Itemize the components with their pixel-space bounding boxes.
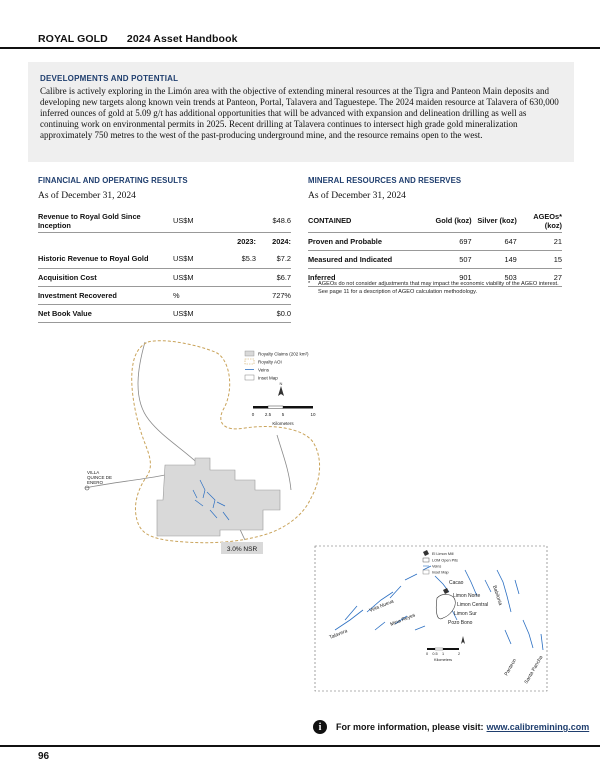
acquisition-value: $6.7 bbox=[256, 268, 291, 286]
acquisition-label: Acquisition Cost bbox=[38, 268, 173, 286]
inset-legend-item: LOM Open Pits bbox=[432, 558, 458, 563]
gold-value: 507 bbox=[426, 250, 471, 268]
financial-title: FINANCIAL AND OPERATING RESULTS bbox=[38, 176, 188, 185]
town-label: VILLA QUINCE DE ENERO bbox=[87, 470, 113, 485]
scale-tick: 2.5 bbox=[264, 412, 272, 417]
footer-rule bbox=[0, 745, 600, 747]
year-2023-header: 2023: bbox=[237, 236, 256, 246]
inset-legend-swatch bbox=[245, 375, 254, 380]
ageo-header: AGEOs* (koz) bbox=[517, 210, 562, 232]
more-info bbox=[313, 720, 589, 734]
inset-legend-item: Veins bbox=[432, 564, 442, 569]
table-row bbox=[38, 268, 291, 286]
ageo-value: 21 bbox=[517, 232, 562, 250]
legend-inset: Inset Map bbox=[258, 375, 278, 381]
inset-legend-item: Inset Map bbox=[432, 570, 449, 575]
brand-name: ROYAL GOLD bbox=[38, 33, 108, 45]
ageo-footnote bbox=[308, 281, 570, 296]
inset-label: Pozo Bono bbox=[448, 620, 473, 626]
revenue-value: $48.6 bbox=[256, 210, 291, 232]
inset-label: Mina Reyes bbox=[389, 612, 417, 628]
inset-map bbox=[315, 546, 547, 691]
table-row bbox=[38, 250, 291, 268]
property-map bbox=[45, 330, 565, 698]
historic-2023: $5.3 bbox=[218, 250, 256, 268]
inset-label: Limon Norte bbox=[453, 593, 481, 599]
calibre-website-link[interactable]: www.calibremining.com bbox=[486, 722, 590, 732]
financial-table bbox=[38, 210, 291, 323]
table-row bbox=[308, 232, 562, 250]
investment-unit: % bbox=[173, 286, 218, 304]
gold-value: 901 bbox=[426, 268, 471, 286]
inset-label: Veta Nueva bbox=[368, 598, 395, 614]
inset-label: Panteon bbox=[503, 657, 519, 677]
inset-scale-tick: 0 bbox=[425, 652, 429, 656]
inset-label: Limon Central bbox=[457, 602, 489, 608]
row-label: Proven and Probable bbox=[308, 232, 426, 250]
scale-bar bbox=[252, 406, 316, 426]
silver-value: 647 bbox=[472, 232, 517, 250]
inset-label: Santa Pancha bbox=[523, 654, 545, 685]
inset-scale-unit: Kilometers bbox=[434, 658, 452, 662]
royalty-claims-area bbox=[157, 458, 280, 536]
row-label: Inferred bbox=[308, 268, 426, 286]
svg-text:N: N bbox=[279, 381, 283, 386]
inset-legend-item: El Limon Mill bbox=[432, 552, 454, 556]
silver-value: 149 bbox=[472, 250, 517, 268]
gold-value: 697 bbox=[426, 232, 471, 250]
inset-scale-tick: 2 bbox=[457, 652, 461, 656]
legend-claims: Royalty Claims (202 km²) bbox=[258, 351, 309, 357]
revenue-label: Revenue to Royal Gold Since Inception bbox=[38, 210, 173, 232]
financial-date: As of December 31, 2024 bbox=[38, 191, 136, 201]
aoi-legend-swatch bbox=[245, 359, 254, 364]
footnote-text: AGEOs do not consider adjustments that may impact the economic viability of the AGEO interest. See page 11 for a description of AGEO calculation methodology. bbox=[318, 281, 559, 295]
nbv-unit: US$M bbox=[173, 304, 218, 322]
gold-header: Gold (koz) bbox=[426, 210, 471, 232]
year-2024-header: 2024: bbox=[272, 236, 291, 246]
table-row bbox=[38, 286, 291, 304]
handbook-title: 2024 Asset Handbook bbox=[126, 33, 238, 45]
reserves-table bbox=[308, 210, 562, 287]
legend-aoi: Royalty AOI bbox=[258, 359, 282, 365]
nsr-label: 3.0% NSR bbox=[226, 546, 258, 553]
legend-veins: Veins bbox=[258, 367, 270, 373]
map-legend bbox=[245, 351, 309, 381]
info-icon: i bbox=[313, 720, 327, 734]
nbv-value: $0.0 bbox=[256, 304, 291, 322]
reserves-date: As of December 31, 2024 bbox=[308, 191, 406, 201]
inset-scale-tick: 1 bbox=[441, 652, 445, 656]
claims-legend-swatch bbox=[245, 351, 254, 356]
inset-label: Babilonia bbox=[491, 584, 504, 607]
inset-label: Talavera bbox=[328, 628, 349, 641]
historic-2024: $7.2 bbox=[256, 250, 291, 268]
north-arrow-icon bbox=[278, 381, 284, 396]
row-label: Measured and Indicated bbox=[308, 250, 426, 268]
revenue-unit: US$M bbox=[173, 210, 218, 232]
developments-title: DEVELOPMENTS AND POTENTIAL bbox=[40, 74, 179, 83]
inset-label: Limon Sur bbox=[454, 611, 477, 617]
pit-legend-swatch bbox=[423, 558, 429, 562]
scale-tick: 10 bbox=[310, 412, 316, 417]
table-row bbox=[308, 250, 562, 268]
inset-label: Cacao bbox=[449, 580, 464, 586]
ageo-value: 27 bbox=[517, 268, 562, 286]
table-row bbox=[38, 232, 291, 250]
ageo-value: 15 bbox=[517, 250, 562, 268]
page-header bbox=[38, 33, 238, 45]
more-info-text: For more information, please visit: bbox=[336, 722, 484, 732]
investment-value: 727% bbox=[256, 286, 291, 304]
table-row bbox=[38, 210, 291, 232]
inset-scale-tick: 0.5 bbox=[432, 652, 438, 656]
scale-unit: Kilometers bbox=[272, 421, 294, 426]
silver-header: Silver (koz) bbox=[472, 210, 517, 232]
historic-label: Historic Revenue to Royal Gold bbox=[38, 250, 173, 268]
silver-value: 503 bbox=[472, 268, 517, 286]
acquisition-unit: US$M bbox=[173, 268, 218, 286]
page-number: 96 bbox=[38, 751, 50, 762]
investment-label: Investment Recovered bbox=[38, 286, 173, 304]
developments-text: Calibre is actively exploring in the Limón area with the objective of extending mineral resources at the Tigra and Panteon Main deposits and developing new targets along known vein trends at Panteon, Portal, Talavera and Taguestepe. The 2024 maiden resource at Talavera of 630,000 inferred ounces of gold at 5.09 g/t has additional opportunities that will be advanced with expansion and delineation drilling as well as continuing work on environmental permits in 2025. Recent drilling at Talavera continues to intersect high grade gold mineralization approximately 750 metres to the west of the past-producing underground mine, and the resource remains open to the west. bbox=[40, 86, 559, 141]
reserves-title: MINERAL RESOURCES AND RESERVES bbox=[308, 176, 462, 185]
header-rule bbox=[0, 47, 600, 49]
historic-unit: US$M bbox=[173, 250, 218, 268]
scale-tick: 5 bbox=[281, 412, 285, 417]
scale-tick: 0 bbox=[251, 412, 255, 417]
table-header-row bbox=[308, 210, 562, 232]
footnote-star: * bbox=[308, 281, 311, 287]
table-row bbox=[38, 304, 291, 322]
contained-header: CONTAINED bbox=[308, 210, 426, 232]
nbv-label: Net Book Value bbox=[38, 304, 173, 322]
